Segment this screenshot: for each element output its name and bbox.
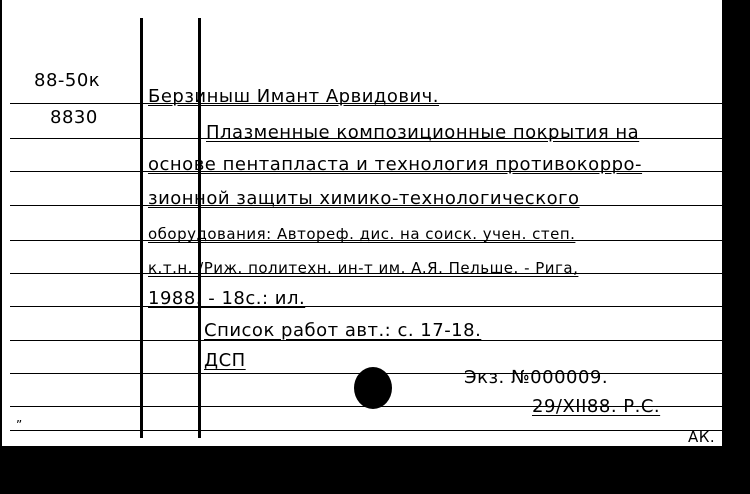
title-line: основе пентапласта и технология противокорро-: [148, 154, 643, 175]
shelfmark: 88-50к: [34, 70, 101, 91]
title-line: к.т.н. /Риж. политехн. ин-т им. А.Я. Пельше. - Рига,: [148, 259, 579, 277]
title-line: оборудования: Автореф. дис. на соиск. учен. степ.: [148, 225, 576, 243]
margin-line-left: [140, 18, 143, 438]
inventory-number: 8830: [50, 107, 98, 128]
title-line: 1988. - 18с.: ил.: [148, 288, 306, 309]
punch-hole: [354, 367, 392, 409]
ink-speck: ˮ: [16, 418, 23, 432]
copy-number: Экз. №000009.: [464, 367, 609, 388]
bibliography-note: Список работ авт.: с. 17-18.: [204, 320, 482, 341]
ruled-line: [10, 430, 722, 431]
access-mark: ДСП: [204, 350, 246, 371]
author-heading: Берзиныш Имант Арвидович.: [148, 86, 440, 107]
date-stamp: 29/XII88. Р.С.: [532, 396, 661, 417]
catalog-card: [2, 0, 722, 446]
ruled-line: [10, 306, 722, 307]
title-line: зионной защиты химико-технологического: [148, 188, 580, 209]
cataloger-initials: АК.: [688, 428, 716, 446]
title-line: Плазменные композиционные покрытия на: [206, 122, 640, 143]
